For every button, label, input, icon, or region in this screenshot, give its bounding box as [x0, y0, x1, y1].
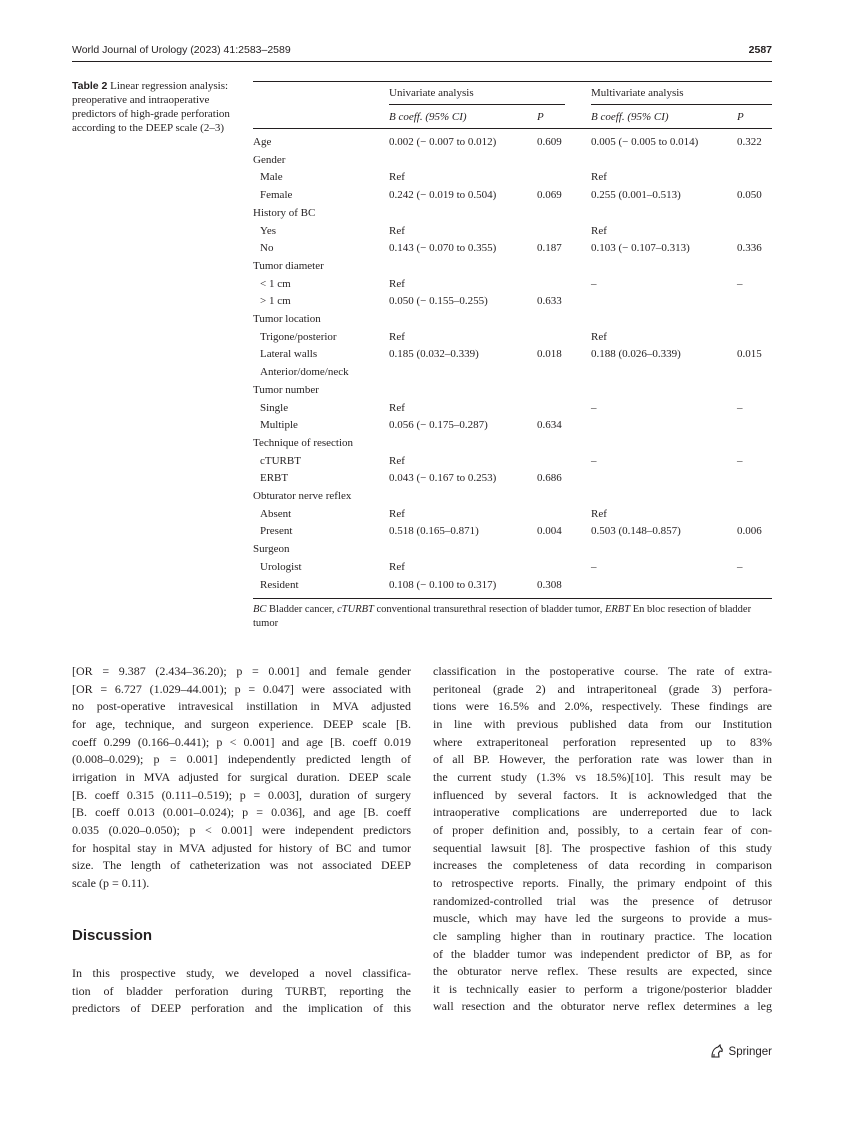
table-row — [253, 454, 772, 472]
table-row — [253, 206, 772, 224]
univariate-p: 0.187 — [537, 242, 562, 255]
table-caption — [72, 79, 232, 135]
text-line: the current study (1.3% vs 18.5%)[10]. This result may be — [433, 769, 772, 784]
multivariate-bcoeff: – — [591, 454, 597, 467]
text-line: classification in the postoperative course. The rate of extra- — [433, 664, 772, 678]
univariate-p: 0.069 — [537, 189, 562, 202]
table-row — [253, 153, 772, 171]
univariate-bcoeff: Ref — [389, 277, 405, 290]
multivariate-p-header: P — [737, 111, 744, 123]
row-label: Female — [260, 189, 293, 202]
table-row — [253, 524, 772, 542]
row-label: Anterior/dome/neck — [260, 366, 349, 379]
text-line: muscle, which may have led the surgeons to provide a mus- — [433, 911, 772, 926]
text-line: size. The length of catheterization was not associated DEEP — [72, 858, 411, 873]
univariate-group-header: Univariate analysis — [389, 87, 474, 99]
univariate-p: 0.609 — [537, 136, 562, 148]
multivariate-bcoeff: Ref — [591, 507, 607, 520]
table-label: Table 2 — [72, 80, 108, 92]
row-label: Yes — [260, 224, 277, 237]
multivariate-bcoeff: 0.503 (0.148–0.857) — [591, 525, 681, 538]
table-row — [253, 578, 772, 596]
univariate-p: 0.634 — [537, 419, 562, 432]
table-row — [253, 418, 772, 436]
univariate-rule — [389, 104, 565, 105]
row-label: Trigone/posterior — [260, 330, 337, 343]
table-row — [253, 347, 772, 365]
table-row — [253, 259, 772, 277]
univariate-bcoeff: Ref — [389, 507, 405, 520]
header-bottom-rule — [253, 128, 772, 129]
row-label: Resident — [260, 578, 299, 591]
text-line: [OR = 6.727 (1.029–44.001); p = 0.047] were associated with — [72, 681, 411, 696]
text-line: it is technically easier to perform a trigone/posterior bladder — [433, 981, 772, 996]
multivariate-p: – — [737, 277, 743, 290]
multivariate-bcoeff: Ref — [591, 171, 607, 184]
table-footnote — [253, 603, 772, 631]
multivariate-bcoeff: – — [591, 560, 597, 573]
univariate-bcoeff: Ref — [389, 330, 405, 343]
row-label: Tumor number — [253, 383, 319, 396]
row-label: No — [260, 242, 274, 255]
text-line: In this prospective study, we developed a novel classifica- — [72, 966, 411, 980]
text-line: (0.008–0.029); p = 0.001] independently predicted length of — [72, 752, 411, 767]
text-line: intraoperative complications are underreported due to lack — [433, 805, 772, 820]
table-row — [253, 188, 772, 206]
univariate-p-header: P — [537, 111, 544, 123]
table-row — [253, 471, 772, 489]
multivariate-p: 0.050 — [737, 189, 762, 202]
univariate-bcoeff: 0.043 (− 0.167 to 0.253) — [389, 472, 497, 485]
table-row — [253, 330, 772, 348]
text-line: the obturator nerve reflex. These results are expected, since — [433, 964, 772, 979]
text-line: influenced by several factors. It is acknowledged that the — [433, 787, 772, 802]
multivariate-p: – — [737, 401, 743, 414]
footnote-def-bc: Bladder cancer, — [266, 604, 338, 615]
row-label: Technique of resection — [253, 436, 354, 449]
footnote-def-cturbt: conventional transurethral resection of bladder tumor, — [373, 604, 605, 615]
row-label: History of BC — [253, 206, 316, 219]
multivariate-p: – — [737, 454, 743, 467]
table-top-rule — [253, 81, 772, 82]
univariate-bcoeff: 0.108 (− 0.100 to 0.317) — [389, 578, 497, 591]
text-line: [B. coeff 0.315 (0.111–0.519); p = 0.003], duration of surgery — [72, 787, 411, 802]
multivariate-bcoeff: Ref — [591, 330, 607, 343]
discussion-heading: Discussion — [72, 927, 153, 944]
row-label: Male — [260, 171, 283, 184]
discussion-right-paragraph — [433, 663, 772, 1016]
text-line: no post-operative intravesical instillation in MVA adjusted — [72, 699, 411, 714]
text-line: where extraperitoneal perforation represented up to 83% — [433, 734, 772, 749]
univariate-bcoeff: Ref — [389, 560, 405, 573]
footnote-def-erbt: En bloc resection of bladder tumor — [253, 604, 752, 629]
multivariate-bcoeff: Ref — [591, 224, 607, 237]
table-row — [253, 224, 772, 242]
row-label: Absent — [260, 507, 292, 520]
text-line: peritoneal (grade 2) and intraperitoneal (grade 3) perfora- — [433, 681, 772, 696]
text-line: tions were 16.5% and 2.0%, respectively. These findings are — [433, 699, 772, 714]
table-row — [253, 489, 772, 507]
univariate-bcoeff: 0.002 (− 0.007 to 0.012) — [389, 136, 497, 148]
text-line: cle sampling higher than in routinary practice. The location — [433, 928, 772, 943]
table-row — [253, 170, 772, 188]
univariate-p: 0.018 — [537, 348, 562, 361]
univariate-bcoeff: Ref — [389, 454, 405, 467]
springer-horse-icon — [709, 1044, 725, 1060]
footnote-abbr-bc: BC — [253, 604, 267, 615]
univariate-bcoeff: Ref — [389, 171, 405, 184]
table-row — [253, 277, 772, 295]
text-line: wall resection and the obturator nerve reflex determines a leg — [433, 999, 772, 1014]
row-label: ERBT — [260, 472, 289, 485]
table-row — [253, 507, 772, 525]
text-line: irrigation in MVA adjusted for surgical duration. DEEP scale — [72, 769, 411, 784]
row-label: Present — [260, 525, 293, 538]
univariate-bcoeff: 0.242 (− 0.019 to 0.504) — [389, 189, 497, 202]
univariate-bcoeff: Ref — [389, 224, 405, 237]
text-line: of all BP. However, the perforation rate was lower than in — [433, 752, 772, 767]
text-line: for age, technique, and surgeon experience. DEEP scale [B. — [72, 716, 411, 731]
text-line: coeff 0.299 (0.166–0.441); p < 0.001] and age [B. coeff 0.019 — [72, 734, 411, 749]
multivariate-p: – — [737, 560, 743, 573]
row-label: Urologist — [260, 560, 302, 573]
multivariate-rule — [591, 104, 772, 105]
row-label: Surgeon — [253, 543, 290, 556]
multivariate-bcoeff: – — [591, 277, 597, 290]
table-row — [253, 436, 772, 454]
running-header-journal: World Journal of Urology (2023) 41:2583–2589 — [72, 44, 291, 56]
multivariate-bcoeff-header: B coeff. (95% CI) — [591, 111, 669, 123]
multivariate-bcoeff: 0.255 (0.001–0.513) — [591, 189, 681, 202]
text-line: randomized-controlled trial was the presence of detrusor — [433, 893, 772, 908]
row-label: Lateral walls — [260, 348, 318, 361]
text-line: tion of bladder perforation during TURBT, reporting the — [72, 983, 411, 998]
row-label: Tumor diameter — [253, 259, 324, 272]
row-label: cTURBT — [260, 454, 301, 467]
publisher-logo — [709, 1044, 772, 1060]
text-line: 0.035 (0.020–0.050); p < 0.001] were independent predictors — [72, 822, 411, 837]
multivariate-bcoeff: – — [591, 401, 597, 414]
publisher-name: Springer — [728, 1046, 772, 1058]
text-line: in line with previous published data from our Institution — [433, 716, 772, 731]
univariate-p: 0.004 — [537, 525, 562, 538]
text-line: for hospital stay in MVA adjusted for history of BC and tumor — [72, 840, 411, 855]
table-bottom-rule — [253, 598, 772, 599]
row-label: Multiple — [260, 419, 298, 432]
univariate-p: 0.633 — [537, 295, 562, 308]
row-label: Gender — [253, 153, 286, 166]
table-caption-text: Linear regression analysis: preoperative and intraoperative predictors of high-grade perforation according to the DEEP scale (2–3) — [72, 80, 230, 134]
univariate-p: 0.308 — [537, 578, 562, 591]
text-line: scale (p = 0.11). — [72, 875, 150, 890]
text-line: [B. coeff 0.013 (0.001–0.024); p = 0.036], and age [B. coeff — [72, 805, 411, 820]
discussion-paragraph — [72, 965, 411, 1018]
multivariate-p: 0.015 — [737, 348, 762, 361]
text-line: [OR = 9.387 (2.434–36.20); p = 0.001] and female gender — [72, 664, 411, 678]
page-number: 2587 — [748, 44, 772, 56]
multivariate-bcoeff: 0.103 (− 0.107–0.313) — [591, 242, 690, 255]
results-paragraph — [72, 663, 411, 893]
text-line: predictors of DEEP perforation and the implication of this — [72, 1001, 411, 1016]
row-label: Obturator nerve reflex — [253, 490, 352, 502]
univariate-bcoeff: 0.185 (0.032–0.339) — [389, 348, 479, 361]
table-row — [253, 312, 772, 330]
multivariate-bcoeff: 0.005 (− 0.005 to 0.014) — [591, 136, 699, 148]
univariate-bcoeff: 0.143 (− 0.070 to 0.355) — [389, 242, 497, 255]
table-row — [253, 294, 772, 312]
univariate-bcoeff-header: B coeff. (95% CI) — [389, 111, 467, 123]
row-label: Age — [253, 136, 272, 148]
univariate-bcoeff: Ref — [389, 401, 405, 414]
text-line: to retrospective reports. Finally, the primary endpoint of this — [433, 875, 772, 890]
table-row — [253, 401, 772, 419]
univariate-bcoeff: 0.518 (0.165–0.871) — [389, 525, 479, 538]
univariate-bcoeff: 0.050 (− 0.155–0.255) — [389, 295, 488, 308]
row-label: Single — [260, 401, 289, 414]
footnote-abbr-cturbt: cTURBT — [337, 604, 374, 615]
text-line: of the bladder tumor was independent predictor of BP, as for — [433, 946, 772, 961]
table-row — [253, 383, 772, 401]
table-row — [253, 135, 772, 153]
multivariate-p: 0.336 — [737, 242, 762, 255]
text-line: increases the completeness of data recording in comparison — [433, 858, 772, 873]
multivariate-p: 0.322 — [737, 136, 762, 148]
table-row — [253, 560, 772, 578]
univariate-p: 0.686 — [537, 472, 562, 485]
text-line: of proper definition and, possibly, to a certain fear of con- — [433, 822, 772, 837]
footnote-abbr-erbt: ERBT — [604, 604, 631, 615]
text-line: sequential lawsuit [8]. The prospective fashion of this study — [433, 840, 772, 855]
table-row — [253, 365, 772, 383]
multivariate-bcoeff: 0.188 (0.026–0.339) — [591, 348, 681, 361]
multivariate-p: 0.006 — [737, 525, 762, 538]
table-row — [253, 542, 772, 560]
univariate-bcoeff: 0.056 (− 0.175–0.287) — [389, 419, 488, 432]
multivariate-group-header: Multivariate analysis — [591, 87, 684, 99]
table-row — [253, 241, 772, 259]
row-label: Tumor location — [253, 313, 321, 325]
header-rule — [72, 61, 772, 62]
row-label: > 1 cm — [260, 295, 291, 308]
row-label: < 1 cm — [260, 277, 291, 290]
